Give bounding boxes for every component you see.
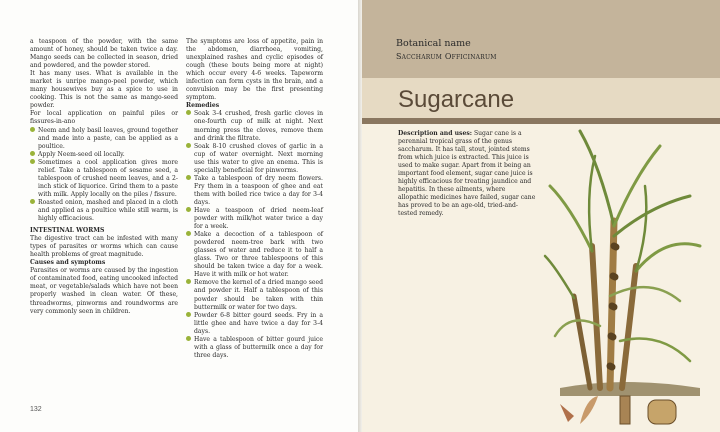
description bbox=[398, 130, 536, 219]
remedy-item bbox=[186, 279, 323, 311]
remedy-text: Soak 3-4 crushed, fresh garlic cloves in one-fourth cup of milk at night. Next morning press the cloves, remove them and drink the filtrate. bbox=[194, 110, 323, 142]
paragraph: a teaspoon of the powder, with the same amount of honey, should be taken twice a day. Mango seeds can be collected in season, dried and powdered, and the powder stored. bbox=[30, 38, 178, 70]
right-column bbox=[186, 38, 323, 360]
remedy-text: Apply Neem-seed oil locally. bbox=[38, 150, 125, 158]
remedy-item bbox=[30, 199, 178, 223]
remedy-item bbox=[186, 110, 323, 142]
bullet-icon bbox=[186, 312, 191, 317]
description-label: Description and uses: bbox=[398, 130, 473, 137]
remedy-item bbox=[186, 207, 323, 231]
remedy-text: Neem and holy basil leaves, ground together and made into a paste, can be applied as a poultice. bbox=[38, 126, 178, 150]
botanical-label: Botanical name bbox=[396, 38, 471, 49]
remedy-text: Soak 8-10 crushed cloves of garlic in a cup of water overnight. Next morning use this water to give an enema. This is specially beneficial for pinworms. bbox=[194, 142, 323, 174]
subsection-heading: Causes and symptoms bbox=[30, 259, 106, 267]
bullet-icon bbox=[30, 159, 35, 164]
section-heading: INTESTINAL WORMS bbox=[30, 227, 105, 235]
title-rule bbox=[362, 118, 720, 124]
paragraph: It has many uses. What is available in the market is unripe mango-peel powder, which many housewives buy as a spice to use in cooking. This is not the same as mango-seed powder. bbox=[30, 70, 178, 110]
remedy-text: Have a teaspoon of dried neem-leaf powder with milk/hot water twice a day for a week. bbox=[194, 206, 323, 231]
bullet-icon bbox=[186, 336, 191, 341]
paragraph: For local application on painful piles or fissures-in-ano bbox=[30, 110, 178, 126]
bullet-icon bbox=[186, 175, 191, 180]
remedy-text: Roasted onion, mashed and placed in a cloth and applied as a poultice while still warm, is highly efficacious. bbox=[38, 198, 178, 223]
sugarcane-illustration bbox=[540, 126, 710, 426]
remedy-text: Sometimes a cool application gives more relief. Take a tablespoon of sesame seed, a tablespoon of crushed neem leaves, and a 2-inch stick of liquorice. Grind them to a paste with milk. Apply locally on the piles / fissure. bbox=[38, 158, 178, 198]
paragraph: The digestive tract can be infested with many types of parasites or worms which can cause health problems of great magnitude. bbox=[30, 235, 178, 259]
remedy-text: Remove the kernel of a dried mango seed and powder it. Half a tablespoon of this powder should be taken with thin buttermilk or water for two days. bbox=[194, 279, 323, 311]
bullet-icon bbox=[186, 231, 191, 236]
left-column bbox=[30, 38, 178, 316]
bullet-icon bbox=[186, 207, 191, 212]
bullet-icon bbox=[30, 127, 35, 132]
bullet-icon bbox=[30, 151, 35, 156]
paragraph: The symptoms are loss of appetite, pain in the abdomen, diarrhoea, vomiting, unexplained rashes and cyclic episodes of cough (these bouts being more at night) which occur every 4-6 weeks. Tapeworm infection can form cysts in the brain, and a convulsion may be the first presenting symptom. bbox=[186, 38, 323, 102]
bullet-icon bbox=[30, 199, 35, 204]
description-text: Sugar cane is a perennial tropical grass of the genus saccharum. It has tall, stout, jointed stems from which juice is extracted. This juice is used to make sugar. Apart from it being an important food element, sugar cane juice is highly efficacious for treating jaundice and hepatitis. In these ailments, where allopathic medicines have failed, sugar cane has proved to be an age-old, tried-and-tested remedy. bbox=[398, 130, 536, 218]
remedy-item bbox=[30, 127, 178, 151]
remedy-text: Make a decoction of a tablespoon of powdered neem-tree bark with two glasses of water and reduce it to half a glass. Two or three tablespoons of this should be taken twice a day for a week. Have it with milk or hot water. bbox=[194, 231, 323, 279]
remedy-item bbox=[186, 143, 323, 175]
page-number: 132 bbox=[30, 406, 42, 413]
remedy-item bbox=[186, 312, 323, 336]
subsection-heading: Remedies bbox=[186, 102, 220, 110]
remedy-text: Powder 6-8 bitter gourd seeds. Fry in a little ghee and have twice a day for 3-4 days. bbox=[194, 311, 323, 335]
plant-title: Sugarcane bbox=[398, 86, 515, 113]
remedy-item bbox=[30, 151, 178, 159]
botanical-name: Saccharum Officinarum bbox=[396, 52, 497, 61]
remedy-text: Have a tablespoon of bitter gourd juice with a glass of buttermilk once a day for three days. bbox=[194, 335, 323, 359]
paragraph: Parasites or worms are caused by the ingestion of contaminated food, eating uncooked infected meat, or vegetable/salads which have not been properly washed in clean water. Of these, threadworms, pinworms and roundworms are very commonly seen in children. bbox=[30, 267, 178, 315]
remedy-item bbox=[186, 231, 323, 279]
remedy-item bbox=[30, 159, 178, 199]
bullet-icon bbox=[186, 279, 191, 284]
bullet-icon bbox=[186, 110, 191, 115]
remedy-text: Take a tablespoon of dry neem flowers. Fry them in a teaspoon of ghee and eat them with boiled rice twice a day for 3-4 days. bbox=[194, 174, 323, 206]
bullet-icon bbox=[186, 143, 191, 148]
remedy-item bbox=[186, 175, 323, 207]
remedy-item bbox=[186, 336, 323, 360]
